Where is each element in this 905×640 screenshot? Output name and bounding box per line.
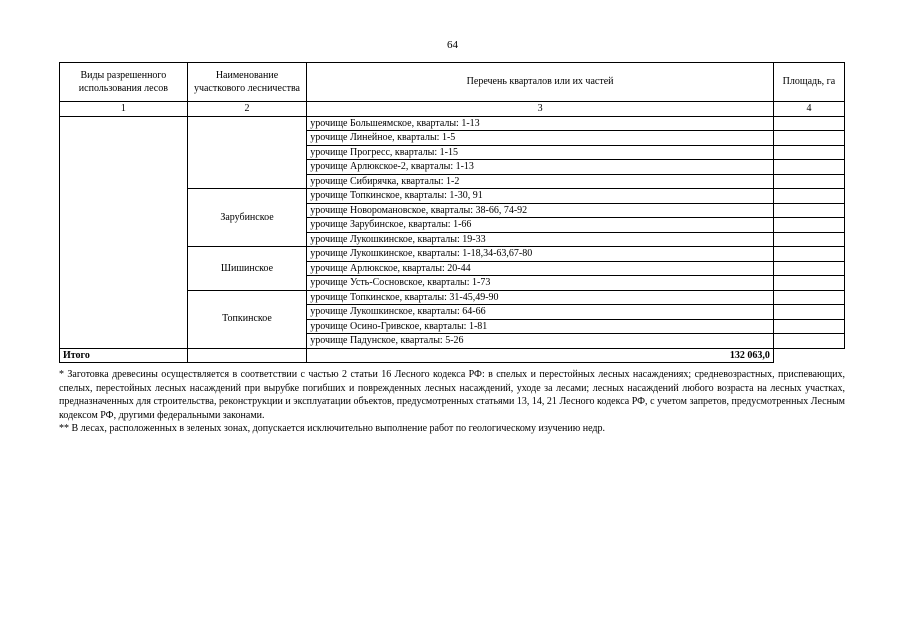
- area-cell: [773, 319, 844, 334]
- header-quarters: Перечень кварталов или их частей: [307, 63, 774, 102]
- area-cell: [773, 189, 844, 204]
- district-name: Шишинское: [187, 247, 307, 291]
- area-cell: [773, 218, 844, 233]
- footnotes: [59, 368, 845, 436]
- plot-cell: урочище Топкинское, кварталы: 31-45,49-90: [307, 290, 774, 305]
- plot-cell: урочище Арлюкское, кварталы: 20-44: [307, 261, 774, 276]
- footnote: ** В лесах, расположенных в зеленых зонах, допускается исключительно выполнение работ по геологическому изучению недр.: [59, 423, 605, 434]
- plot-cell: урочище Падунское, кварталы: 5-26: [307, 334, 774, 349]
- area-cell: [773, 334, 844, 349]
- plot-cell: урочище Арлюкское-2, кварталы: 1-13: [307, 160, 774, 175]
- area-cell: [773, 290, 844, 305]
- area-cell: [773, 116, 844, 131]
- forest-use-table: [59, 62, 845, 363]
- area-cell: [773, 261, 844, 276]
- plot-cell: урочище Лукошкинское, кварталы: 19-33: [307, 232, 774, 247]
- column-number: 1: [60, 102, 188, 117]
- area-cell: [773, 203, 844, 218]
- area-cell: [773, 131, 844, 146]
- plot-cell: урочище Топкинское, кварталы: 1-30, 91: [307, 189, 774, 204]
- area-cell: [773, 145, 844, 160]
- column-number: 2: [187, 102, 307, 117]
- plot-cell: урочище Линейное, кварталы: 1-5: [307, 131, 774, 146]
- table-row: [60, 116, 845, 131]
- header-district: Наименование участкового лесничества: [187, 63, 307, 102]
- header-use-type: Виды разрешенного использования лесов: [60, 63, 188, 102]
- column-number-row: [60, 102, 845, 117]
- use-type-cell: [60, 116, 188, 348]
- district-name: [187, 116, 307, 189]
- area-cell: [773, 174, 844, 189]
- page-number: 64: [447, 39, 458, 51]
- table-header-row: [60, 63, 845, 102]
- plot-cell: урочище Лукошкинское, кварталы: 1-18,34-63,67-80: [307, 247, 774, 262]
- plot-cell: урочище Прогресс, кварталы: 1-15: [307, 145, 774, 160]
- total-value: 132 063,0: [307, 348, 774, 363]
- area-cell: [773, 232, 844, 247]
- plot-cell: урочище Новоромановское, кварталы: 38-66, 74-92: [307, 203, 774, 218]
- header-area: Площадь, га: [773, 63, 844, 102]
- plot-cell: урочище Усть-Сосновское, кварталы: 1-73: [307, 276, 774, 291]
- total-row: [60, 348, 845, 363]
- district-name: Топкинское: [187, 290, 307, 348]
- plot-cell: урочище Сибирячка, кварталы: 1-2: [307, 174, 774, 189]
- area-cell: [773, 305, 844, 320]
- total-label: Итого: [60, 348, 188, 363]
- plot-cell: урочище Лукошкинское, кварталы: 64-66: [307, 305, 774, 320]
- plot-cell: урочище Зарубинское, кварталы: 1-66: [307, 218, 774, 233]
- plot-cell: урочище Большеямское, кварталы: 1-13: [307, 116, 774, 131]
- plot-cell: урочище Осино-Гривское, кварталы: 1-81: [307, 319, 774, 334]
- footnote: * Заготовка древесины осуществляется в соответствии с частью 2 статьи 16 Лесного кодекса РФ: в спелых и перестойных лесных насаждениях; средневозрастных, приспевающих, спелых, перестойных лесных насаждений при вырубке погибших и поврежденных лесных насаждений, уходе за лесами; лесных насаждений любого возраста на лесных участках, предназначенных для строительства, реконструкции и эксплуатации объектов, предусмотренных статьями 13, 14, 21 Лесного кодекса РФ, с учетом запретов, предусмотренных Лесным кодексом РФ, другими федеральными законами.: [59, 369, 845, 421]
- area-cell: [773, 247, 844, 262]
- district-name: Зарубинское: [187, 189, 307, 247]
- column-number: 3: [307, 102, 774, 117]
- area-cell: [773, 276, 844, 291]
- column-number: 4: [773, 102, 844, 117]
- total-empty-cell: [187, 348, 307, 363]
- area-cell: [773, 160, 844, 175]
